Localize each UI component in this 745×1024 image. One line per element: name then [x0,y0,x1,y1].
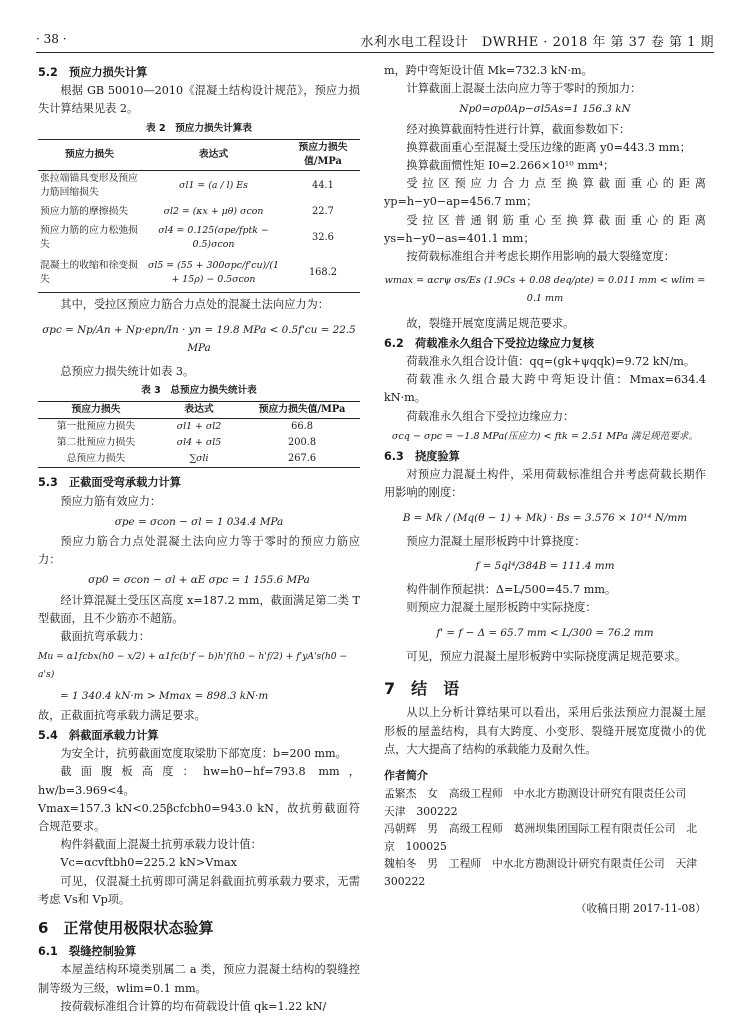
paragraph: 故，裂缝开展宽度满足规范要求。 [406,316,575,330]
table-cell: 预应力筋的应力松弛损失 [40,224,138,250]
journal-name: 水利水电工程设计 DWRHE · 2018 年 第 37 卷 第 1 期 [360,35,714,50]
equation: B = Mk / (Mq(θ − 1) + Mk) · Bs = 3.576 × 10¹⁴ N/mm [402,511,688,524]
equation: f' = f − Δ = 65.7 mm < L/300 = 76.2 mm [436,626,654,639]
table-header: 预应力损失 [38,139,141,170]
paragraph: 换算截面重心至混凝土受压边缘的距离 y0=443.3 mm； [406,140,691,154]
table-row [38,419,360,436]
table-header: 表达式 [141,139,286,170]
table-cell: 66.8 [291,421,313,433]
paragraph: 从以上分析计算结果可以看出，采用后张法预应力混凝土屋形板的屋盖结构，具有大跨度、小变形、裂缝开展宽度微小的优点，大大提高了结构的承载能力及耐久性。 [384,706,706,756]
section-5-2-title: 5.2 预应力损失计算 [38,66,148,79]
equation: Np0=σp0Ap−σl5As=1 156.3 kN [459,103,631,116]
page-number: · 38 · [36,32,67,46]
running-header [36,30,714,53]
author-entry: 魏柏冬 男 工程师 中水北方勘测设计研究有限责任公司 天津 300222 [384,857,708,888]
table-cell: 张拉端锚具变形及预应力筋回缩损失 [40,172,138,198]
paragraph: 预应力筋合力点处混凝土法向应力等于零时的预应力筋应力： [38,534,360,567]
paragraph: 按荷载标准组合计算的均布荷载设计值 qk=1.22 kN/ [60,999,327,1013]
table-row [38,451,360,468]
table-cell: 预应力筋的摩擦损失 [40,205,129,217]
paragraph: 构件制作预起拱：Δ=L/500=45.7 mm。 [406,583,617,597]
paragraph: 构件斜截面上混凝土抗剪承载力设计值： [60,838,262,852]
paragraph: 计算截面上混凝土法向应力等于零时的预加力： [406,82,642,96]
equation: σcq − σpc = −1.8 MPa(压应力) < ftk = 2.51 MPa 满足规范要求。 [391,430,699,442]
paragraph: 经对换算截面特性进行计算，截面参数如下： [406,122,631,136]
right-column [384,62,706,918]
table-cell: 168.2 [286,253,360,293]
section-6-3-title: 6.3 挠度验算 [384,450,460,464]
paragraph: 为安全计，抗剪截面宽度取梁肋下部宽度：b=200 mm。 [60,747,347,761]
paragraph: 截面抗弯承载力： [60,629,150,643]
table-cell: 第二批预应力损失 [56,437,136,449]
table-row [38,253,360,293]
table-row [38,170,360,201]
equation: = 1 340.4 kN·m > Mmax = 898.3 kN·m [60,689,269,702]
paragraph: 截面腹板高度：hw=h0−hf=793.8 mm，hw/b=3.969<4。 [38,765,360,797]
equation: σp0 = σcon − σl + αE σpc = 1 155.6 MPa [88,574,310,587]
table-cell: 第一批预应力损失 [56,421,136,433]
table-cell: 32.6 [312,231,334,243]
table-row [38,435,360,451]
paragraph: Vc=αcvftbh0=225.2 kN>Vmax [60,856,237,870]
equation: Mu = α1fcbx(h0 − x/2) + α1fc(b'f − b)h'f(h0 − h'f/2) + f'yA's(h0 − a's) [38,651,348,681]
table-row [38,223,360,253]
table-3 [38,401,360,468]
author-entry: 冯朝辉 男 高级工程师 葛洲坝集团国际工程有限责任公司 北京 100025 [384,822,698,853]
paragraph: 其中，受拉区预应力筋合力点处的混凝土法向应力为： [60,298,329,312]
paragraph: 故，正截面抗弯承载力满足要求。 [38,708,206,722]
section-7-title: 7 结 语 [384,679,460,699]
formula-cell: σl1 = (a / l) Es [179,179,248,191]
equation: wmax = αcrψ σs/Es (1.9Cs + 0.08 deq/ρte) = 0.011 mm < wlim = 0.1 mm [384,275,706,305]
equation: σpc = Np/An + Np·epn/In · yn = 19.8 MPa < 0.5f'cu = 22.5 MPa [42,323,356,354]
section-5-4-title: 5.4 斜截面承载力计算 [38,728,159,742]
table-2-caption: 表 2 预应力损失计算表 [146,122,252,134]
formula-cell: σl4 + σl5 [176,437,222,449]
paragraph: 荷载准永久组合最大跨中弯矩设计值：Mmax=634.4 kN·m。 [384,373,706,405]
authors-heading: 作者简介 [384,768,428,782]
paragraph: 荷载准永久组合下受拉边缘应力： [406,409,575,423]
equation: f = 5ql⁴/384B = 111.4 mm [475,560,615,573]
table-2 [38,139,360,294]
paragraph: m，跨中弯矩设计值 Mk=732.3 kN·m。 [384,64,593,77]
paragraph: 可见，仅混凝土抗剪即可满足斜截面抗剪承载力要求，无需考虑 Vs和 Vp项。 [38,874,360,906]
left-column [38,62,360,1016]
paragraph: 则预应力混凝土屋形板跨中实际挠度： [406,601,597,615]
table-row [38,201,360,223]
table-header: 表达式 [154,402,244,419]
table-header: 预应力损失 [38,402,154,419]
section-5-3-title: 5.3 正截面受弯承载力计算 [38,476,181,490]
table-cell: 44.1 [312,179,334,191]
table-3-caption: 表 3 总预应力损失统计表 [141,385,257,397]
formula-cell: σl4 = 0.125(σpe/fptk − 0.5)σcon [158,224,269,250]
formula-cell: σl1 + σl2 [176,421,222,433]
equation: σpe = σcon − σl = 1 034.4 MPa [114,515,284,528]
paragraph: 可见，预应力混凝土屋形板跨中实际挠度满足规范要求。 [406,649,687,663]
paragraph: 换算截面惯性矩 I0=2.266×10¹⁰ mm⁴； [406,159,615,173]
paragraph: 本屋盖结构环境类别属二 a 类，预应力混凝土结构的裂缝控制等级为三级，wlim=0.1 mm。 [38,963,360,995]
paragraph: 预应力筋有效应力： [60,494,162,508]
section-6-title: 6 正常使用极限状态验算 [38,919,214,937]
formula-cell: σl2 = (κx + μθ) σcon [163,205,264,217]
table-header: 预应力损失值/MPa [244,402,360,419]
table-cell: 22.7 [312,205,334,217]
table-cell: 混凝土的收缩和徐变损失 [38,253,141,293]
paragraph: 受拉区预应力合力点至换算截面重心的距离 yp=h−y0−ap=456.7 mm； [384,177,706,209]
paragraph: 受拉区普通钢筋重心至换算截面重心的距离 ys=h−y0−as=401.1 mm； [384,213,706,245]
formula-cell: ∑σli [154,451,244,468]
paragraph: 总预应力损失统计如表 3。 [60,364,195,378]
table-cell: 267.6 [244,451,360,468]
paragraph: Vmax=157.3 kN<0.25βcfcbh0=943.0 kN，故抗剪截面符合规范要求。 [38,801,360,833]
paragraph: 经计算混凝土受压区高度 x=187.2 mm，截面满足第二类 T 型截面，且不少筋亦不超筋。 [38,593,361,625]
paragraph: 预应力混凝土屋形板跨中计算挠度： [406,534,586,548]
section-6-1-title: 6.1 裂缝控制验算 [38,945,137,959]
section-6-2-title: 6.2 荷载准永久组合下受拉边缘应力复核 [384,336,595,350]
paragraph: 荷载准永久组合设计值：qq=(gk+ψqqk)=9.72 kN/m。 [406,355,696,369]
paragraph: 根据 GB 50010—2010《混凝土结构设计规范》，预应力损失计算结果见表 2。 [38,84,360,116]
table-cell: 200.8 [288,437,317,449]
table-cell: 总预应力损失 [38,451,154,468]
formula-cell: σl5 = (55 + 300σpc/f'cu)/(1 + 15ρ) − 0.5σcon [141,253,286,293]
table-header: 预应力损失值/MPa [286,139,360,170]
received-date: （收稿日期 2017-11-08） [575,902,706,916]
paragraph: 按荷载标准组合并考虑长期作用影响的最大裂缝宽度： [406,250,675,264]
paragraph: 对预应力混凝土构件，采用荷载标准组合并考虑荷载长期作用影响的刚度： [384,468,706,500]
author-entry: 孟繁杰 女 高级工程师 中水北方勘测设计研究有限责任公司 天津 300222 [384,787,698,818]
